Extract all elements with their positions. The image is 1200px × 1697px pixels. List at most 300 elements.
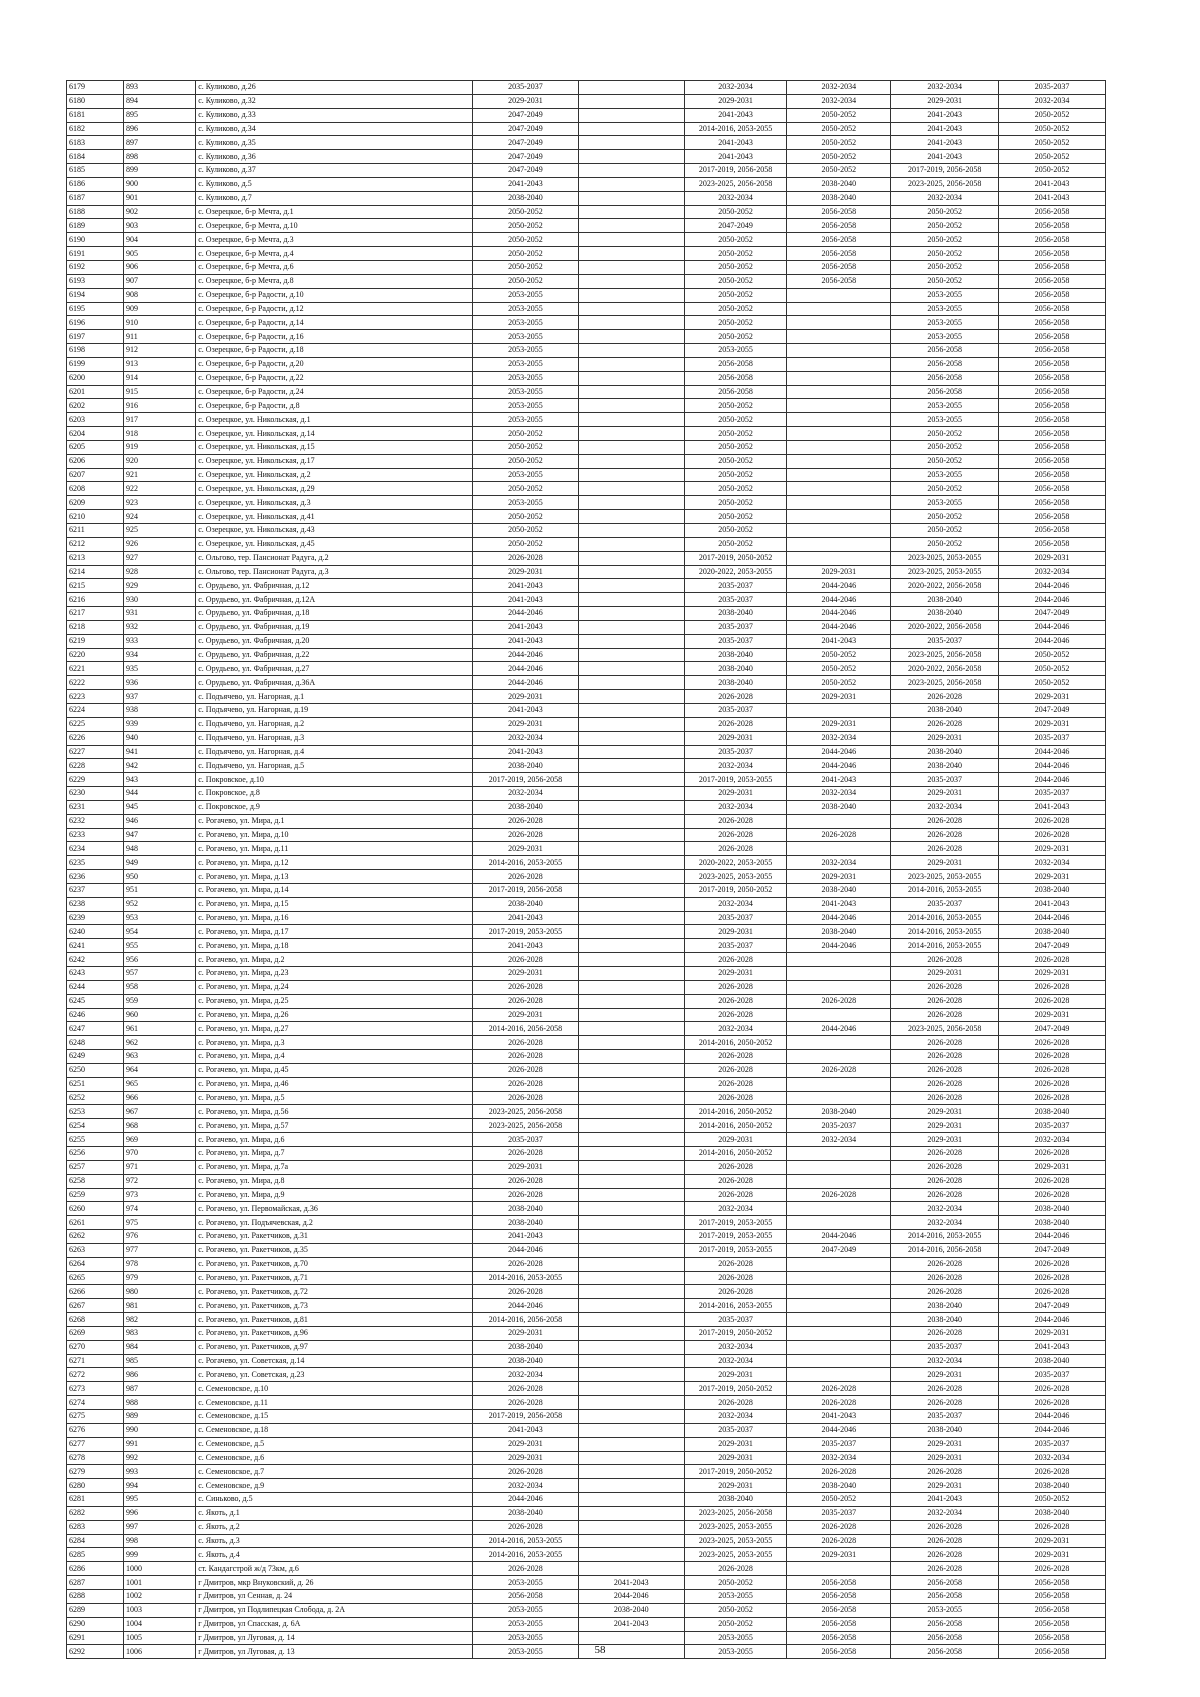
table-cell: 2041-2043 bbox=[787, 897, 891, 911]
table-cell: 2041-2043 bbox=[684, 108, 787, 122]
table-cell bbox=[578, 759, 684, 773]
table-cell: 6286 bbox=[67, 1562, 124, 1576]
table-cell bbox=[787, 1174, 891, 1188]
table-cell: 2026-2028 bbox=[684, 980, 787, 994]
table-cell: 896 bbox=[123, 122, 195, 136]
table-cell: 2026-2028 bbox=[891, 1326, 999, 1340]
table-cell: 2056-2058 bbox=[999, 288, 1106, 302]
table-cell: 2026-2028 bbox=[891, 842, 999, 856]
table-cell: 2050-2052 bbox=[473, 219, 579, 233]
table-cell: с. Рогачево, ул. Ракетчиков, д.81 bbox=[196, 1313, 473, 1327]
table-cell: 2038-2040 bbox=[578, 1603, 684, 1617]
table-cell: 1000 bbox=[123, 1562, 195, 1576]
table-cell: 2053-2055 bbox=[473, 413, 579, 427]
table-cell: 2044-2046 bbox=[787, 1022, 891, 1036]
table-cell: 1001 bbox=[123, 1576, 195, 1590]
table-cell: 2029-2031 bbox=[891, 1105, 999, 1119]
table-cell: 2044-2046 bbox=[473, 662, 579, 676]
table-cell: 2026-2028 bbox=[684, 1188, 787, 1202]
table-cell: 942 bbox=[123, 759, 195, 773]
table-cell: 2050-2052 bbox=[999, 108, 1106, 122]
table-row bbox=[67, 607, 1106, 621]
table-cell: 6291 bbox=[67, 1631, 124, 1645]
table-cell: 943 bbox=[123, 773, 195, 787]
table-cell bbox=[787, 967, 891, 981]
table-cell bbox=[787, 302, 891, 316]
table-cell: 2029-2031 bbox=[999, 842, 1106, 856]
table-cell: 919 bbox=[123, 440, 195, 454]
table-cell: 2041-2043 bbox=[473, 620, 579, 634]
table-cell: 6204 bbox=[67, 427, 124, 441]
table-cell: 6279 bbox=[67, 1465, 124, 1479]
table-cell: 2026-2028 bbox=[999, 1271, 1106, 1285]
table-cell bbox=[578, 274, 684, 288]
table-cell: 2023-2025, 2053-2055 bbox=[891, 870, 999, 884]
table-cell bbox=[787, 1257, 891, 1271]
table-cell: с. Синьково, д.5 bbox=[196, 1493, 473, 1507]
table-cell bbox=[578, 870, 684, 884]
table-cell: 6211 bbox=[67, 524, 124, 538]
table-cell: 901 bbox=[123, 191, 195, 205]
table-cell: 1004 bbox=[123, 1617, 195, 1631]
table-cell: 2044-2046 bbox=[473, 1243, 579, 1257]
table-cell: 2056-2058 bbox=[999, 496, 1106, 510]
table-cell: 2023-2025, 2053-2055 bbox=[684, 1520, 787, 1534]
table-cell: 6276 bbox=[67, 1423, 124, 1437]
table-row bbox=[67, 1299, 1106, 1313]
table-cell: 2038-2040 bbox=[891, 759, 999, 773]
table-cell: 2044-2046 bbox=[787, 1230, 891, 1244]
table-cell: 2023-2025, 2056-2058 bbox=[473, 1105, 579, 1119]
table-row bbox=[67, 1631, 1106, 1645]
table-cell: 6272 bbox=[67, 1368, 124, 1382]
table-cell: с. Рогачево, ул. Ракетчиков, д.70 bbox=[196, 1257, 473, 1271]
table-cell: 2050-2052 bbox=[684, 524, 787, 538]
table-cell: 6192 bbox=[67, 260, 124, 274]
table-cell: с. Озерецкое, б-р Радости, д.16 bbox=[196, 330, 473, 344]
table-cell: 2032-2034 bbox=[891, 191, 999, 205]
table-cell: 2035-2037 bbox=[787, 1437, 891, 1451]
table-cell: 6283 bbox=[67, 1520, 124, 1534]
table-cell: 992 bbox=[123, 1451, 195, 1465]
table-cell: с. Куликово, д.35 bbox=[196, 136, 473, 150]
table-cell: 6274 bbox=[67, 1396, 124, 1410]
table-cell: 918 bbox=[123, 427, 195, 441]
table-cell: 2056-2058 bbox=[999, 219, 1106, 233]
table-cell: 993 bbox=[123, 1465, 195, 1479]
table-cell: 2053-2055 bbox=[473, 344, 579, 358]
table-cell: 2053-2055 bbox=[891, 1603, 999, 1617]
table-cell: с. Рогачево, ул. Ракетчиков, д.72 bbox=[196, 1285, 473, 1299]
table-cell: 6250 bbox=[67, 1063, 124, 1077]
table-cell: 2029-2031 bbox=[891, 1451, 999, 1465]
table-cell bbox=[787, 413, 891, 427]
table-cell: с. Озерецкое, б-р Радости, д.20 bbox=[196, 357, 473, 371]
table-cell: 6270 bbox=[67, 1340, 124, 1354]
table-cell: 2026-2028 bbox=[473, 1257, 579, 1271]
table-cell bbox=[578, 1465, 684, 1479]
table-cell: 6261 bbox=[67, 1216, 124, 1230]
table-cell: 2026-2028 bbox=[787, 1063, 891, 1077]
table-cell: 959 bbox=[123, 994, 195, 1008]
table-cell: 2056-2058 bbox=[999, 1645, 1106, 1659]
table-cell bbox=[578, 1562, 684, 1576]
table-cell: 2035-2037 bbox=[891, 897, 999, 911]
table-cell: 2029-2031 bbox=[473, 1326, 579, 1340]
table-cell: 2041-2043 bbox=[999, 1340, 1106, 1354]
table-row bbox=[67, 967, 1106, 981]
table-cell: 2032-2034 bbox=[787, 1451, 891, 1465]
table-cell: 2041-2043 bbox=[473, 939, 579, 953]
table-cell bbox=[578, 1091, 684, 1105]
table-cell: 2050-2052 bbox=[891, 274, 999, 288]
table-cell: 2026-2028 bbox=[473, 994, 579, 1008]
table-cell: 980 bbox=[123, 1285, 195, 1299]
table-cell: 6232 bbox=[67, 814, 124, 828]
table-cell: 2023-2025, 2053-2055 bbox=[891, 551, 999, 565]
table-cell: 2044-2046 bbox=[999, 620, 1106, 634]
table-cell: 2032-2034 bbox=[684, 759, 787, 773]
table-cell bbox=[578, 593, 684, 607]
table-cell: 2056-2058 bbox=[891, 357, 999, 371]
table-cell: 2014-2016, 2053-2055 bbox=[891, 925, 999, 939]
table-cell bbox=[787, 524, 891, 538]
table-cell: 999 bbox=[123, 1548, 195, 1562]
table-cell bbox=[578, 1105, 684, 1119]
table-cell: 2050-2052 bbox=[684, 482, 787, 496]
table-row bbox=[67, 994, 1106, 1008]
table-cell: 990 bbox=[123, 1423, 195, 1437]
table-row bbox=[67, 1313, 1106, 1327]
table-cell: 927 bbox=[123, 551, 195, 565]
table-cell: 6230 bbox=[67, 787, 124, 801]
table-cell: 2056-2058 bbox=[999, 302, 1106, 316]
table-cell bbox=[578, 703, 684, 717]
table-cell: с. Озерецкое, ул. Никольская, д.1 bbox=[196, 413, 473, 427]
table-cell: 6226 bbox=[67, 731, 124, 745]
table-cell bbox=[578, 191, 684, 205]
table-cell: 2041-2043 bbox=[999, 177, 1106, 191]
table-cell bbox=[578, 1437, 684, 1451]
table-cell: 2047-2049 bbox=[473, 150, 579, 164]
table-cell: 983 bbox=[123, 1326, 195, 1340]
table-cell: 2026-2028 bbox=[684, 1160, 787, 1174]
table-cell bbox=[578, 1479, 684, 1493]
table-cell: 2053-2055 bbox=[891, 330, 999, 344]
table-row bbox=[67, 662, 1106, 676]
table-cell: 2044-2046 bbox=[787, 745, 891, 759]
table-cell bbox=[787, 496, 891, 510]
table-cell: 2023-2025, 2056-2058 bbox=[891, 1022, 999, 1036]
table-cell: с. Озерецкое, б-р Мечта, д.4 bbox=[196, 247, 473, 261]
table-cell: 2050-2052 bbox=[473, 247, 579, 261]
table-cell: 2026-2028 bbox=[787, 828, 891, 842]
table-cell: 2026-2028 bbox=[473, 1174, 579, 1188]
table-cell: 2035-2037 bbox=[684, 1423, 787, 1437]
table-cell: 2050-2052 bbox=[787, 122, 891, 136]
table-row bbox=[67, 828, 1106, 842]
table-cell: 2026-2028 bbox=[473, 828, 579, 842]
table-cell: 938 bbox=[123, 703, 195, 717]
table-cell bbox=[787, 440, 891, 454]
table-cell: 2053-2055 bbox=[473, 1603, 579, 1617]
table-cell: 947 bbox=[123, 828, 195, 842]
table-cell: с. Подъячево, ул. Нагорная, д.3 bbox=[196, 731, 473, 745]
table-cell: 6242 bbox=[67, 953, 124, 967]
table-cell: 2014-2016, 2053-2055 bbox=[891, 939, 999, 953]
table-cell bbox=[578, 330, 684, 344]
table-cell: 2053-2055 bbox=[891, 496, 999, 510]
table-cell: 6216 bbox=[67, 593, 124, 607]
table-row bbox=[67, 1410, 1106, 1424]
table-cell: с. Рогачево, ул. Мира, д.3 bbox=[196, 1036, 473, 1050]
table-cell: 2044-2046 bbox=[473, 648, 579, 662]
table-cell: 2038-2040 bbox=[999, 1506, 1106, 1520]
table-cell: 2050-2052 bbox=[787, 150, 891, 164]
table-cell: 2029-2031 bbox=[999, 1534, 1106, 1548]
table-cell: 2056-2058 bbox=[684, 371, 787, 385]
table-cell: 2029-2031 bbox=[684, 1479, 787, 1493]
table-cell: 2029-2031 bbox=[684, 1368, 787, 1382]
table-cell: 994 bbox=[123, 1479, 195, 1493]
table-cell: 2026-2028 bbox=[999, 1188, 1106, 1202]
table-cell: 2014-2016, 2053-2055 bbox=[891, 1230, 999, 1244]
table-cell: 2029-2031 bbox=[473, 690, 579, 704]
table-cell: 971 bbox=[123, 1160, 195, 1174]
table-cell: 2029-2031 bbox=[684, 1451, 787, 1465]
table-cell: 2026-2028 bbox=[891, 1257, 999, 1271]
table-cell: 2053-2055 bbox=[473, 1576, 579, 1590]
table-cell: 2035-2037 bbox=[473, 81, 579, 95]
table-cell: 2044-2046 bbox=[787, 607, 891, 621]
table-cell: 2050-2052 bbox=[891, 260, 999, 274]
table-row bbox=[67, 759, 1106, 773]
table-cell: 2050-2052 bbox=[999, 676, 1106, 690]
table-cell: 2026-2028 bbox=[999, 1146, 1106, 1160]
table-cell: 2047-2049 bbox=[473, 164, 579, 178]
table-cell: 2026-2028 bbox=[473, 1036, 579, 1050]
table-row bbox=[67, 1257, 1106, 1271]
table-cell: 2056-2058 bbox=[787, 233, 891, 247]
table-cell: 2017-2019, 2050-2052 bbox=[684, 1382, 787, 1396]
table-row bbox=[67, 1368, 1106, 1382]
table-cell: 2017-2019, 2053-2055 bbox=[684, 1216, 787, 1230]
table-cell bbox=[578, 620, 684, 634]
table-cell: 2032-2034 bbox=[891, 1216, 999, 1230]
table-cell: 1002 bbox=[123, 1589, 195, 1603]
table-cell: с. Рогачево, ул. Мира, д.5 bbox=[196, 1091, 473, 1105]
table-cell: 2029-2031 bbox=[473, 1008, 579, 1022]
table-cell: 2026-2028 bbox=[684, 842, 787, 856]
table-cell: 6259 bbox=[67, 1188, 124, 1202]
table-cell: 6200 bbox=[67, 371, 124, 385]
table-row bbox=[67, 1465, 1106, 1479]
table-cell: 2044-2046 bbox=[787, 579, 891, 593]
table-cell: 6197 bbox=[67, 330, 124, 344]
table-row bbox=[67, 1340, 1106, 1354]
table-cell: 2038-2040 bbox=[684, 676, 787, 690]
table-cell bbox=[578, 731, 684, 745]
table-cell: 928 bbox=[123, 565, 195, 579]
table-cell: 2026-2028 bbox=[891, 814, 999, 828]
table-cell: 2029-2031 bbox=[684, 1133, 787, 1147]
table-cell bbox=[578, 551, 684, 565]
table-cell bbox=[578, 233, 684, 247]
table-cell: 2029-2031 bbox=[684, 967, 787, 981]
table-cell: 2041-2043 bbox=[999, 897, 1106, 911]
table-cell: с. Рогачево, ул. Мира, д.4 bbox=[196, 1050, 473, 1064]
table-cell: 6233 bbox=[67, 828, 124, 842]
table-cell: с. Семеновское, д.10 bbox=[196, 1382, 473, 1396]
table-cell: 933 bbox=[123, 634, 195, 648]
table-cell bbox=[578, 1631, 684, 1645]
table-cell: с. Семеновское, д.9 bbox=[196, 1479, 473, 1493]
table-row bbox=[67, 800, 1106, 814]
table-cell bbox=[578, 1410, 684, 1424]
table-cell bbox=[578, 1008, 684, 1022]
table-cell: 6185 bbox=[67, 164, 124, 178]
table-cell: 2032-2034 bbox=[999, 1451, 1106, 1465]
table-cell: 6285 bbox=[67, 1548, 124, 1562]
table-cell: 917 bbox=[123, 413, 195, 427]
table-cell: 2014-2016, 2053-2055 bbox=[473, 1271, 579, 1285]
table-cell: 2032-2034 bbox=[787, 787, 891, 801]
table-cell: 2035-2037 bbox=[787, 1506, 891, 1520]
table-cell: 2026-2028 bbox=[891, 1465, 999, 1479]
table-cell: 2038-2040 bbox=[684, 662, 787, 676]
table-cell: 2056-2058 bbox=[999, 247, 1106, 261]
table-cell: 2032-2034 bbox=[684, 81, 787, 95]
table-cell: 6249 bbox=[67, 1050, 124, 1064]
table-cell: 2050-2052 bbox=[684, 454, 787, 468]
table-cell bbox=[578, 897, 684, 911]
table-cell: с. Якоть, д.1 bbox=[196, 1506, 473, 1520]
table-cell: 2056-2058 bbox=[891, 371, 999, 385]
table-cell: 2053-2055 bbox=[473, 288, 579, 302]
table-cell: 2038-2040 bbox=[999, 1105, 1106, 1119]
table-cell: 2038-2040 bbox=[787, 800, 891, 814]
table-row bbox=[67, 344, 1106, 358]
table-cell: 2050-2052 bbox=[684, 330, 787, 344]
table-cell: с. Куликово, д.32 bbox=[196, 94, 473, 108]
table-cell bbox=[578, 1243, 684, 1257]
table-cell: с. Рогачево, ул. Мира, д.26 bbox=[196, 1008, 473, 1022]
table-row bbox=[67, 1479, 1106, 1493]
table-cell bbox=[787, 1340, 891, 1354]
table-cell: 2044-2046 bbox=[999, 579, 1106, 593]
table-cell bbox=[787, 468, 891, 482]
table-cell: 2020-2022, 2056-2058 bbox=[891, 662, 999, 676]
table-row bbox=[67, 593, 1106, 607]
table-cell: 2056-2058 bbox=[999, 385, 1106, 399]
table-cell bbox=[578, 150, 684, 164]
table-cell: 1003 bbox=[123, 1603, 195, 1617]
table-cell: 2053-2055 bbox=[473, 1645, 579, 1659]
table-cell: 1006 bbox=[123, 1645, 195, 1659]
table-cell: 2026-2028 bbox=[891, 1146, 999, 1160]
table-row bbox=[67, 1617, 1106, 1631]
table-cell: 2050-2052 bbox=[684, 233, 787, 247]
table-cell: с. Озерецкое, ул. Никольская, д.29 bbox=[196, 482, 473, 496]
table-cell: 2032-2034 bbox=[684, 1202, 787, 1216]
table-row bbox=[67, 883, 1106, 897]
table-row bbox=[67, 579, 1106, 593]
table-cell: 904 bbox=[123, 233, 195, 247]
table-cell: 2029-2031 bbox=[999, 1326, 1106, 1340]
table-cell bbox=[787, 537, 891, 551]
table-cell: 2029-2031 bbox=[473, 565, 579, 579]
table-cell bbox=[787, 1216, 891, 1230]
table-cell: 2029-2031 bbox=[999, 1160, 1106, 1174]
table-cell: с. Орудьево, ул. Фабричная, д.12 bbox=[196, 579, 473, 593]
table-cell: 2050-2052 bbox=[684, 274, 787, 288]
table-row bbox=[67, 1603, 1106, 1617]
table-cell: 6267 bbox=[67, 1299, 124, 1313]
table-row bbox=[67, 164, 1106, 178]
table-cell: 949 bbox=[123, 856, 195, 870]
table-cell: 929 bbox=[123, 579, 195, 593]
table-cell: с. Покровское, д.8 bbox=[196, 787, 473, 801]
table-cell: с. Озерецкое, б-р Радости, д.10 bbox=[196, 288, 473, 302]
table-cell: 2029-2031 bbox=[999, 870, 1106, 884]
table-cell bbox=[787, 703, 891, 717]
table-cell: 970 bbox=[123, 1146, 195, 1160]
table-cell: 2056-2058 bbox=[999, 330, 1106, 344]
table-cell bbox=[578, 440, 684, 454]
table-cell: 2044-2046 bbox=[999, 911, 1106, 925]
table-cell: 2053-2055 bbox=[473, 357, 579, 371]
table-cell bbox=[578, 828, 684, 842]
table-row bbox=[67, 191, 1106, 205]
table-cell: 966 bbox=[123, 1091, 195, 1105]
table-cell: 2056-2058 bbox=[787, 219, 891, 233]
table-cell: 6224 bbox=[67, 703, 124, 717]
table-cell: с. Семеновское, д.7 bbox=[196, 1465, 473, 1479]
table-cell: 2044-2046 bbox=[999, 634, 1106, 648]
table-cell: 6194 bbox=[67, 288, 124, 302]
table-cell: 2050-2052 bbox=[999, 122, 1106, 136]
table-cell bbox=[578, 717, 684, 731]
table-cell: 6281 bbox=[67, 1493, 124, 1507]
table-cell: 984 bbox=[123, 1340, 195, 1354]
table-cell: 2029-2031 bbox=[891, 1133, 999, 1147]
table-cell bbox=[787, 385, 891, 399]
table-row bbox=[67, 939, 1106, 953]
table-cell: с. Рогачево, ул. Мира, д.14 bbox=[196, 883, 473, 897]
table-cell: 2038-2040 bbox=[891, 593, 999, 607]
table-cell: 2056-2058 bbox=[787, 260, 891, 274]
table-row bbox=[67, 1105, 1106, 1119]
table-cell: 2026-2028 bbox=[473, 1382, 579, 1396]
table-cell: 6255 bbox=[67, 1133, 124, 1147]
table-row bbox=[67, 205, 1106, 219]
table-cell: 2056-2058 bbox=[473, 1589, 579, 1603]
table-cell: 921 bbox=[123, 468, 195, 482]
table-cell: 2050-2052 bbox=[684, 247, 787, 261]
table-cell bbox=[578, 800, 684, 814]
table-cell: 2023-2025, 2056-2058 bbox=[891, 177, 999, 191]
table-cell: 2038-2040 bbox=[891, 1313, 999, 1327]
table-cell bbox=[578, 1548, 684, 1562]
table-cell bbox=[787, 427, 891, 441]
table-row bbox=[67, 440, 1106, 454]
table-cell: с. Озерецкое, б-р Мечта, д.6 bbox=[196, 260, 473, 274]
table-cell: с. Рогачево, ул. Мира, д.13 bbox=[196, 870, 473, 884]
table-cell: 6189 bbox=[67, 219, 124, 233]
table-cell: 6263 bbox=[67, 1243, 124, 1257]
table-cell: 2026-2028 bbox=[999, 1382, 1106, 1396]
table-cell: 2041-2043 bbox=[578, 1617, 684, 1631]
